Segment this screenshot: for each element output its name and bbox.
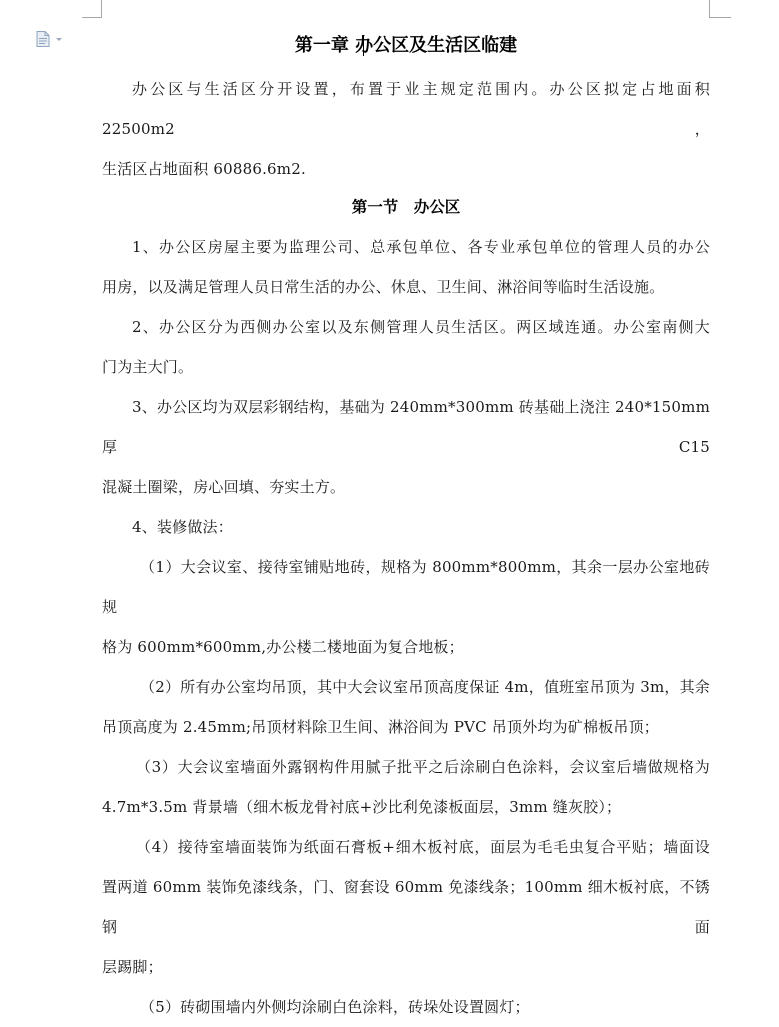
paragraph-line: 1、办公区房屋主要为监理公司、总承包单位、各专业承包单位的管理人员的办公 [132, 238, 710, 256]
crop-mark-top-right-horizontal [709, 17, 731, 18]
section-title: 第一节 办公区 [351, 197, 461, 216]
document-icon[interactable] [36, 31, 66, 47]
intro-paragraph [102, 69, 710, 189]
paragraph-line: 置两道 60mm 装饰免漆线条，门、窗套设 60mm 免漆线条；100mm 细木板衬底，不锈钢面 [102, 878, 710, 936]
paragraph-line: 3、办公区均为双层彩钢结构，基础为 240mm*300mm 砖基础上浇注 240*150mm 厚 C15 [102, 398, 710, 456]
item-paragraph-3 [102, 387, 710, 507]
item-paragraph-2 [102, 307, 710, 387]
paragraph-line: 4.7m*3.5m 背景墙（细木板龙骨衬底+沙比利免漆板面层，3mm 缝灰胶）； [102, 798, 622, 816]
paragraph-line: 吊顶高度为 2.45mm;吊顶材料除卫生间、淋浴间为 PVC 吊顶外均为矿棉板吊顶； [102, 718, 660, 736]
crop-mark-top-left-horizontal [82, 17, 102, 18]
paragraph-line: 层踢脚； [102, 958, 163, 976]
paragraph-line: 4、装修做法： [132, 518, 233, 536]
paragraph-line: 门为主大门。 [102, 358, 194, 376]
sub-item-paragraph-1 [102, 547, 710, 667]
paragraph-line: 混凝土圈梁，房心回填、夯实土方。 [102, 478, 346, 496]
sub-item-paragraph-3 [102, 747, 710, 827]
paragraph-line: （1）大会议室、接待室铺贴地砖，规格为 800mm*800mm，其余一层办公室地砖规 [102, 558, 710, 616]
paragraph-line: （4）接待室墙面装饰为纸面石膏板+细木板衬底，面层为毛毛虫复合平贴；墙面设 [136, 838, 710, 856]
crop-mark-top-left-vertical [101, 0, 102, 17]
sub-item-paragraph-5 [102, 987, 710, 1027]
paragraph-line: （2）所有办公室均吊顶，其中大会议室吊顶高度保证 4m，值班室吊顶为 3m，其余 [140, 678, 710, 696]
paragraph-line: 用房，以及满足管理人员日常生活的办公、休息、卫生间、淋浴间等临时生活设施。 [102, 278, 665, 296]
item-paragraph-4 [102, 507, 710, 547]
sub-item-paragraph-2 [102, 667, 710, 747]
crop-mark-top-right-vertical [709, 0, 710, 17]
document-body[interactable] [102, 32, 710, 1027]
chevron-down-icon [54, 34, 64, 44]
intro-line: 生活区占地面积 60886.6m2. [102, 160, 306, 178]
paragraph-line: 2、办公区分为西侧办公室以及东侧管理人员生活区。两区域连通。办公室南侧大 [132, 318, 710, 336]
intro-line: 办公区与生活区分开设置，布置于业主规定范围内。办公区拟定占地面积 22500m2， [102, 80, 710, 138]
sub-item-paragraph-4 [102, 827, 710, 987]
paragraph-line: 格为 600mm*600mm,办公楼二楼地面为复合地板； [102, 638, 464, 656]
item-paragraph-1 [102, 227, 710, 307]
paragraph-line: （5）砖砌围墙内外侧均涂刷白色涂料，砖垛处设置圆灯； [140, 998, 530, 1016]
chapter-title: 第一章 办公区及生活区临建 [294, 35, 518, 56]
paragraph-line: （3）大会议室墙面外露钢构件用腻子批平之后涂刷白色涂料，会议室后墙做规格为 [136, 758, 710, 776]
